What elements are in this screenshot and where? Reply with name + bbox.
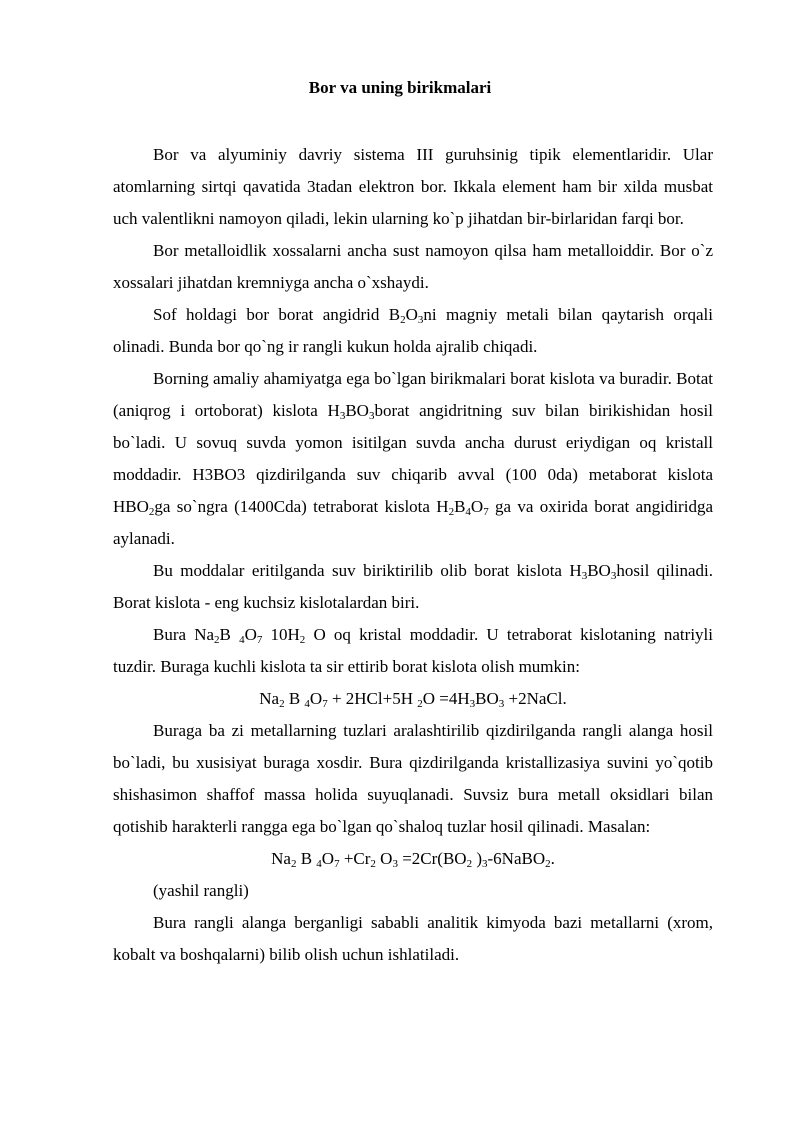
document-body — [113, 139, 713, 971]
text-run: B — [219, 625, 240, 644]
subscript: 3 — [339, 410, 346, 422]
text-run: Na — [259, 689, 280, 708]
text-run: O — [309, 689, 323, 708]
text-run: ) — [472, 849, 482, 868]
text-run: O — [321, 849, 335, 868]
paragraph-7: Buraga ba zi metallarning tuzlari aralashtirilib qizdirilganda rangli alanga hosil bo`ladi, bu xusisiyat buraga xosdir. Bura qizdirilganda kristallizasiya suvini yo`qotib shishasimon shaffof massa holida suyuqlanadi. Suvsiz bura metall oksidlari bilan qotishib harakterli rangga ega bo`lgan qo`shaloq tuzlar hosil qilinadi. Masalan: — [113, 721, 713, 836]
text-run: Na — [271, 849, 291, 868]
subscript: 3 — [482, 858, 488, 870]
text-run: B — [296, 849, 317, 868]
subscript: 2 — [545, 858, 551, 870]
subscript: 3 — [469, 698, 476, 710]
subscript: 3 — [581, 570, 588, 582]
equation-1 — [113, 683, 713, 715]
text-run: BO — [587, 561, 611, 580]
subscript: 4 — [465, 506, 471, 518]
text-run: Sof holdagi bor borat angidrid B — [153, 305, 401, 324]
text-run: Borning amaliy ahamiyatga ega bo`lgan birikmalari borat kislota va buradir. Botat (aniqrog i ortoborat) kislota H — [113, 369, 713, 420]
text-run: ga va oxirida borat angidiridga aylanadi. — [113, 497, 713, 548]
text-run: O =4H — [422, 689, 470, 708]
text-run: Bura Na — [153, 625, 215, 644]
text-run: BO — [475, 689, 499, 708]
color-note: (yashil rangli) — [153, 881, 249, 900]
subscript: 3 — [368, 410, 375, 422]
subscript: 7 — [256, 634, 263, 646]
subscript: 2 — [279, 698, 285, 710]
subscript: 3 — [498, 698, 505, 710]
paragraph-6 — [113, 619, 713, 683]
text-run: ga so`ngra (1400Cda) tetraborat kislota H — [154, 497, 449, 516]
text-run: +Cr — [339, 849, 371, 868]
equation-2 — [113, 843, 713, 875]
paragraph-8: Bura rangli alanga berganligi sababli analitik kimyoda bazi metallarni (xrom, kobalt va boshqalarni) bilib olish uchun ishlatiladi. — [113, 913, 713, 964]
paragraph-5 — [113, 555, 713, 619]
subscript: 7 — [322, 698, 328, 710]
text-run: borat angidritning suv bilan birikishidan hosil bo`ladi. U sovuq suvda yomon isitilgan suvda ancha durust eriydigan oq kristall moddadir. H3BO3 qizdirilganda suv chiqarib avval (100 0da) metaborat kislota HBO — [113, 401, 713, 516]
subscript: 4 — [239, 634, 245, 646]
text-run: + 2HCl+5H — [327, 689, 418, 708]
subscript: 2 — [448, 506, 455, 518]
subscript: 2 — [400, 314, 406, 326]
text-run: O — [244, 625, 257, 644]
text-run: B — [284, 689, 305, 708]
text-run: =2Cr(BO — [397, 849, 467, 868]
paragraph-1: Bor va alyuminiy davriy sistema III guruhsinig tipik elementlaridir. Ular atomlarning sirtqi qavatida 3tadan elektron bor. Ikkala element ham bir xilda musbat uch valentlikni namoyon qiladi, lekin ularning ko`p jihatdan bir-birlaridan farqi bor. — [113, 145, 713, 228]
text-run: O — [405, 305, 418, 324]
paragraph-3 — [113, 299, 713, 363]
text-run: hosil qilinadi. Borat kislota - eng kuchsiz kislotalardan biri. — [113, 561, 713, 612]
text-run: O oq kristal moddadir. U tetraborat kislotaning natriyli tuzdir. Buraga kuchli kislota ta sir ettirib borat kislota olish mumkin: — [113, 625, 713, 676]
subscript: 2 — [299, 634, 306, 646]
subscript: 4 — [304, 698, 310, 710]
subscript: 3 — [417, 314, 424, 326]
subscript: 2 — [370, 858, 376, 870]
text-run: 10H — [262, 625, 300, 644]
text-run: O — [470, 497, 484, 516]
subscript: 2 — [214, 634, 220, 646]
subscript: 2 — [466, 858, 473, 870]
text-run: +2NaCl. — [504, 689, 567, 708]
subscript: 7 — [334, 858, 340, 870]
subscript: 2 — [148, 506, 155, 518]
text-run: ni magniy metali bilan qaytarish orqali olinadi. Bunda bor qo`ng ir rangli kukun holda ajralib chiqadi. — [113, 305, 713, 356]
text-run: -6NaBO — [487, 849, 546, 868]
paragraph-4 — [113, 363, 713, 555]
text-run: O — [375, 849, 393, 868]
text-run: Bu moddalar eritilganda suv biriktirilib olib borat kislota H — [153, 561, 582, 580]
text-run: BO — [345, 401, 369, 420]
subscript: 3 — [610, 570, 617, 582]
subscript: 4 — [316, 858, 322, 870]
subscript: 2 — [290, 858, 297, 870]
subscript: 7 — [483, 506, 489, 518]
page-title: Bor va uning birikmalari — [308, 78, 492, 97]
subscript: 3 — [392, 858, 398, 870]
text-run: B — [454, 497, 466, 516]
paragraph-2: Bor metalloidlik xossalarni ancha sust namoyon qilsa ham metalloiddir. Bor o`z xossalari jihatdan kremniyga ancha o`xshaydi. — [113, 241, 713, 292]
subscript: 2 — [417, 698, 423, 710]
text-run: . — [550, 849, 555, 868]
